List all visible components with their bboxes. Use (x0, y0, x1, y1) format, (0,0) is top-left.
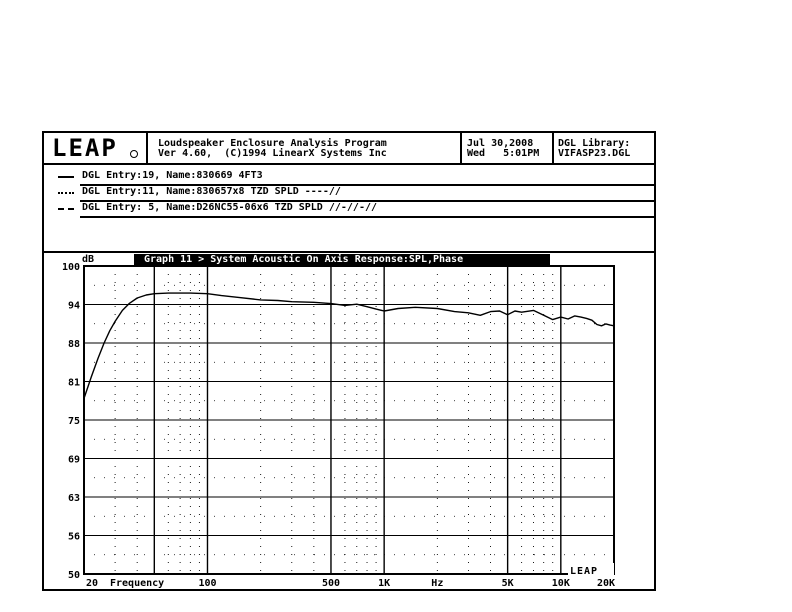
series-layer (84, 293, 614, 398)
legend-entry-text: DGL Entry: 5, Name:D26NC55-06x6 TZD SPLD //-//-// (82, 202, 378, 213)
y-tick-label: 56 (67, 531, 80, 543)
legend-entry-text: DGL Entry:11, Name:830657x8 TZD SPLD ----// (82, 186, 341, 197)
legend-entry-text: DGL Entry:19, Name:830669 4FT3 (82, 170, 263, 181)
corner-logo (568, 563, 614, 577)
y-tick-label: 50 (67, 570, 80, 581)
x-tick-label: 1K (378, 578, 391, 589)
y-tick-label: 63 (67, 493, 80, 504)
y-tick-label: 88 (67, 339, 80, 350)
x-axis-label: Frequency (110, 578, 165, 589)
y-tick-label: 81 (67, 377, 80, 389)
leap-logo-text: LEAP (52, 137, 118, 159)
y-tick-label: 75 (67, 416, 80, 427)
x-tick-label: 20K (596, 578, 615, 589)
x-tick-label: 20 (86, 578, 99, 589)
graph-title: Graph 11 > System Acoustic On Axis Response:SPL,Phase (134, 254, 550, 266)
y-tick-label: 69 (67, 454, 80, 466)
x-tick-label: Hz (431, 578, 444, 589)
corner-logo-text: LEAP (570, 566, 599, 577)
x-tick-label: 5K (501, 578, 514, 589)
y-axis (62, 262, 80, 581)
library-label: DGL Library: (558, 138, 631, 149)
chart-grid (84, 266, 614, 574)
time-text: Wed 5:01PM (467, 148, 540, 159)
y-tick-label: 94 (67, 300, 80, 312)
x-tick-label: 100 (198, 578, 217, 589)
program-name: Loudspeaker Enclosure Analysis Program (158, 138, 387, 149)
x-axis (86, 578, 615, 589)
y-axis-label: dB (82, 254, 95, 265)
x-tick-label: 500 (321, 578, 341, 589)
program-version: Ver 4.60, (C)1994 LinearX Systems Inc (158, 148, 387, 159)
y-tick-label: 100 (61, 262, 80, 273)
date-text: Jul 30,2008 (467, 138, 534, 149)
x-tick-label: 10K (551, 578, 570, 589)
spl-curve (84, 293, 614, 398)
library-file: VIFASP23.DGL (558, 148, 631, 159)
